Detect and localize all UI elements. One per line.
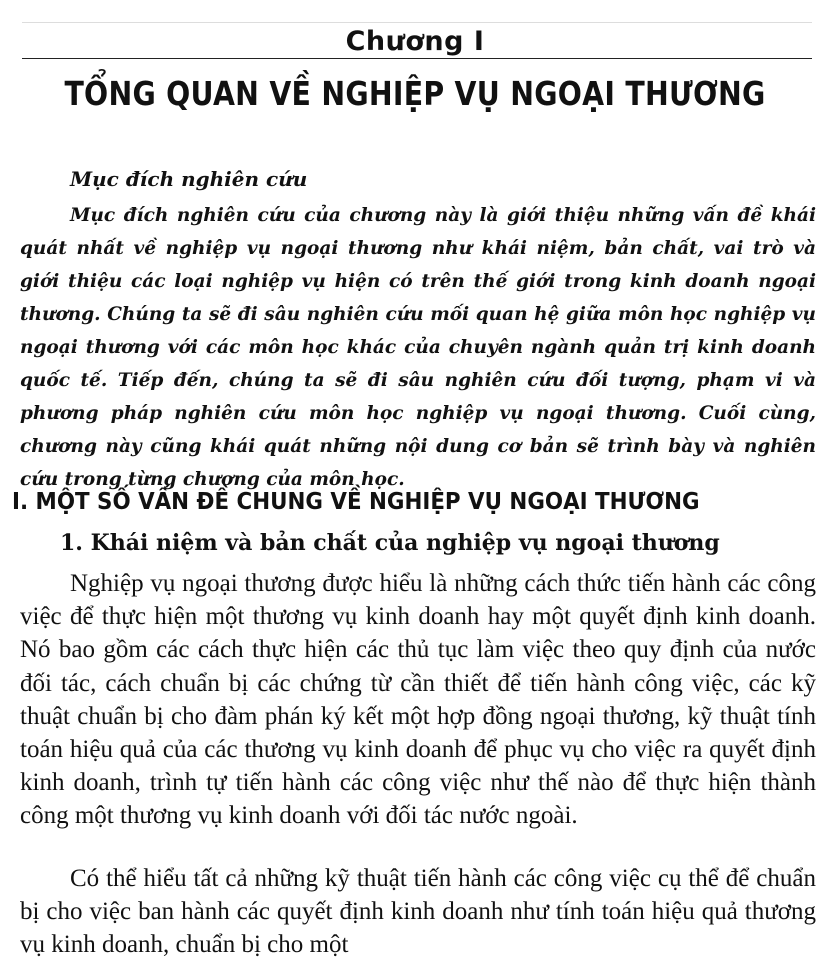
body-paragraph: Có thể hiểu tất cả những kỹ thuật tiến hành các công việc cụ thể để chuẩn bị cho việc ban hành các quyết định kinh doanh như tính toán hiệu quả thương vụ kinh doanh, chuẩn bị cho một bbox=[20, 865, 816, 959]
objective-heading: Mục đích nghiên cứu bbox=[70, 167, 308, 191]
objective-body: Mục đích nghiên cứu của chương này là giới thiệu những vấn đề khái quát nhất về nghiệp vụ ngoại thương như khái niệm, bản chất, vai trò và giới thiệu các loại nghiệp vụ hiện có trên thế giới trong kinh doanh ngoại thương. Chúng ta sẽ đi sâu nghiên cứu mối quan hệ giữa môn học nghiệp vụ ngoại thương với các môn học khác của chuyên ngành quản trị kinh doanh quốc tế. Tiếp đến, chúng ta sẽ đi sâu nghiên cứu đối tượng, phạm vi và phương pháp nghiên cứu môn học nghiệp vụ ngoại thương. Cuối cùng, chương này cũng khái quát những nội dung cơ bản sẽ trình bày và nghiên cứu trong từng chương của môn học. bbox=[20, 205, 816, 490]
body-paragraph: Nghiệp vụ ngoại thương được hiểu là những cách thức tiến hành các công việc để thực hiện một thương vụ kinh doanh hay một quyết định kinh doanh. Nó bao gồm các cách thực hiện các thủ tục làm việc theo quy định của nước đối tác, cách chuẩn bị các chứng từ cần thiết để tiến hành công việc, các kỹ thuật chuẩn bị cho đàm phán ký kết một hợp đồng ngoại thương, kỹ thuật tính toán hiệu quả của các thương vụ kinh doanh để phục vụ cho việc ra quyết định kinh doanh, trình tự tiến hành các công việc như thế nào để thực hiện thành công một thương vụ kinh doanh với đối tác nước ngoài. bbox=[20, 570, 816, 830]
chapter-label: Chương I bbox=[345, 26, 485, 57]
subsection-heading: 1. Khái niệm và bản chất của nghiệp vụ ngoại thương bbox=[60, 530, 720, 556]
section-heading: I. MỘT SỐ VẤN ĐỀ CHUNG VỀ NGHIỆP VỤ NGOẠI THƯƠNG bbox=[12, 489, 700, 515]
chapter-title: TỔNG QUAN VỀ NGHIỆP VỤ NGOẠI THƯƠNG bbox=[64, 74, 766, 113]
